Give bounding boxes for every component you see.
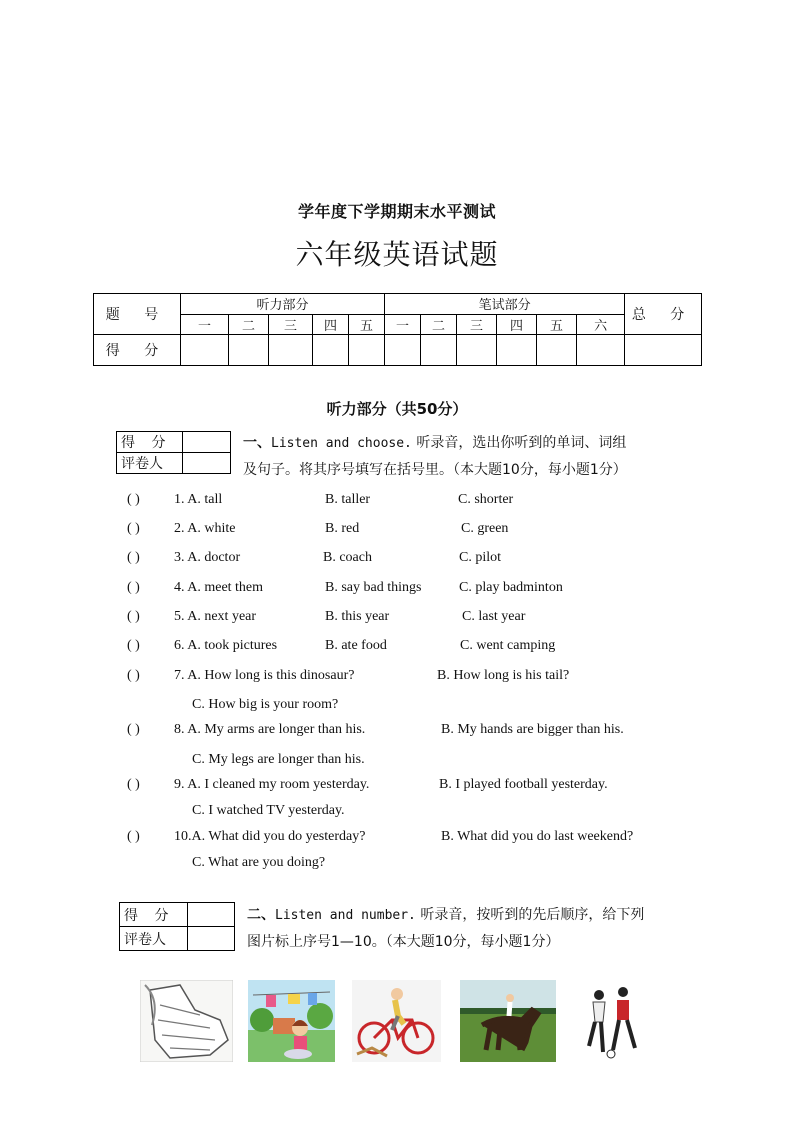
girl-washing-clothes-image bbox=[248, 980, 335, 1062]
question-4-option-a: 4. A. meet them bbox=[174, 580, 264, 595]
part2-score-cell[interactable] bbox=[188, 903, 235, 927]
question-bracket[interactable]: ( ) bbox=[127, 777, 140, 792]
total-score-header: 总 分 bbox=[625, 294, 702, 335]
question-4-option-c: C. play badminton bbox=[459, 580, 563, 595]
part1-instruction-en: Listen and choose. bbox=[271, 436, 412, 451]
question-7-option-c: C. How big is your room? bbox=[192, 697, 339, 712]
football-players-image bbox=[571, 980, 649, 1062]
part2-instruction-line2: 图片标上序号1—10。（本大题10分，每小题1分） bbox=[247, 934, 560, 950]
part2-score-label: 得 分 bbox=[120, 903, 188, 927]
part1-score-label: 得 分 bbox=[117, 432, 183, 453]
part2-score-box bbox=[119, 902, 235, 951]
boy-riding-bike-image bbox=[352, 980, 441, 1062]
part1-reviewer-label: 评卷人 bbox=[117, 453, 183, 474]
listening-num-2: 二 bbox=[229, 314, 269, 335]
question-1-option-c: C. shorter bbox=[458, 492, 514, 507]
question-2-option-b: B. red bbox=[325, 521, 360, 536]
part2-instructions bbox=[247, 902, 687, 955]
question-bracket[interactable]: ( ) bbox=[127, 722, 140, 737]
question-10-option-c: C. What are you doing? bbox=[192, 855, 326, 870]
exam-subtitle: 学年度下学期期末水平测试 bbox=[297, 202, 496, 221]
score-cell[interactable] bbox=[385, 335, 421, 366]
listening-num-3: 三 bbox=[269, 314, 313, 335]
question-10-option-b: B. What did you do last weekend? bbox=[441, 829, 634, 844]
question-9-option-b: B. I played football yesterday. bbox=[439, 777, 608, 792]
exam-title: 六年级英语试题 bbox=[295, 238, 499, 271]
writing-num-6: 六 bbox=[577, 314, 625, 335]
question-3-option-c: C. pilot bbox=[459, 550, 502, 565]
writing-num-5: 五 bbox=[537, 314, 577, 335]
part1-reviewer-cell[interactable] bbox=[183, 453, 231, 474]
question-10-option-a: 10.A. What did you do yesterday? bbox=[174, 829, 366, 844]
writing-num-4: 四 bbox=[497, 314, 537, 335]
part1-instruction-line2: 及句子。将其序号填写在括号里。（本大题10分，每小题1分） bbox=[243, 462, 627, 478]
question-9-option-a: 9. A. I cleaned my room yesterday. bbox=[174, 777, 370, 792]
score-table-number-header: 题 号 bbox=[94, 294, 181, 335]
score-cell[interactable] bbox=[313, 335, 349, 366]
question-bracket[interactable]: ( ) bbox=[127, 521, 140, 536]
part1-score-cell[interactable] bbox=[183, 432, 231, 453]
question-bracket[interactable]: ( ) bbox=[127, 638, 140, 653]
total-score-cell[interactable] bbox=[625, 335, 702, 366]
question-bracket[interactable]: ( ) bbox=[127, 492, 140, 507]
score-cell[interactable] bbox=[421, 335, 457, 366]
question-8-option-c: C. My legs are longer than his. bbox=[192, 752, 365, 767]
part2-instruction-en: Listen and number. bbox=[275, 908, 416, 923]
listening-section-heading: 听力部分（共50分） bbox=[326, 400, 468, 418]
part2-prefix: 二、 bbox=[247, 907, 275, 923]
question-5-option-c: C. last year bbox=[462, 609, 526, 624]
question-1-option-b: B. taller bbox=[325, 492, 371, 507]
question-7-option-b: B. How long is his tail? bbox=[437, 668, 570, 683]
writing-part-header: 笔试部分 bbox=[385, 294, 625, 315]
question-6-option-c: C. went camping bbox=[460, 638, 556, 653]
score-row-label: 得 分 bbox=[94, 335, 181, 366]
writing-num-1: 一 bbox=[385, 314, 421, 335]
score-cell[interactable] bbox=[537, 335, 577, 366]
listening-num-1: 一 bbox=[181, 314, 229, 335]
listening-part-header: 听力部分 bbox=[181, 294, 385, 315]
score-cell[interactable] bbox=[457, 335, 497, 366]
question-1-option-a: 1. A. tall bbox=[174, 492, 223, 507]
part2-reviewer-label: 评卷人 bbox=[120, 927, 188, 951]
score-cell[interactable] bbox=[577, 335, 625, 366]
question-6-option-b: B. ate food bbox=[325, 638, 387, 653]
question-4-option-b: B. say bad things bbox=[325, 580, 422, 595]
score-cell[interactable] bbox=[497, 335, 537, 366]
question-3-option-a: 3. A. doctor bbox=[174, 550, 241, 565]
part1-instruction-cn: 听录音，选出你听到的单词、词组 bbox=[411, 435, 627, 451]
question-2-option-a: 2. A. white bbox=[174, 521, 236, 536]
question-7-option-a: 7. A. How long is this dinosaur? bbox=[174, 668, 355, 683]
part2-reviewer-cell[interactable] bbox=[188, 927, 235, 951]
question-5-option-b: B. this year bbox=[325, 609, 390, 624]
question-bracket[interactable]: ( ) bbox=[127, 668, 140, 683]
bandaged-foot-image bbox=[140, 980, 233, 1062]
score-cell[interactable] bbox=[269, 335, 313, 366]
part1-instructions bbox=[243, 430, 683, 483]
score-table bbox=[93, 293, 702, 366]
question-bracket[interactable]: ( ) bbox=[127, 550, 140, 565]
score-cell[interactable] bbox=[181, 335, 229, 366]
question-2-option-c: C. green bbox=[461, 521, 509, 536]
listening-num-4: 四 bbox=[313, 314, 349, 335]
horse-riding-image bbox=[460, 980, 556, 1062]
score-cell[interactable] bbox=[229, 335, 269, 366]
question-bracket[interactable]: ( ) bbox=[127, 829, 140, 844]
question-3-option-b: B. coach bbox=[323, 550, 372, 565]
part1-score-box bbox=[116, 431, 231, 474]
question-6-option-a: 6. A. took pictures bbox=[174, 638, 278, 653]
question-9-option-c: C. I watched TV yesterday. bbox=[192, 803, 345, 818]
question-bracket[interactable]: ( ) bbox=[127, 580, 140, 595]
writing-num-3: 三 bbox=[457, 314, 497, 335]
question-5-option-a: 5. A. next year bbox=[174, 609, 257, 624]
question-8-option-a: 8. A. My arms are longer than his. bbox=[174, 722, 366, 737]
writing-num-2: 二 bbox=[421, 314, 457, 335]
part2-instruction-cn: 听录音，按听到的先后顺序，给下列 bbox=[415, 907, 645, 923]
part1-prefix: 一、 bbox=[243, 435, 271, 451]
question-8-option-b: B. My hands are bigger than his. bbox=[441, 722, 624, 737]
question-bracket[interactable]: ( ) bbox=[127, 609, 140, 624]
listening-num-5: 五 bbox=[349, 314, 385, 335]
score-cell[interactable] bbox=[349, 335, 385, 366]
